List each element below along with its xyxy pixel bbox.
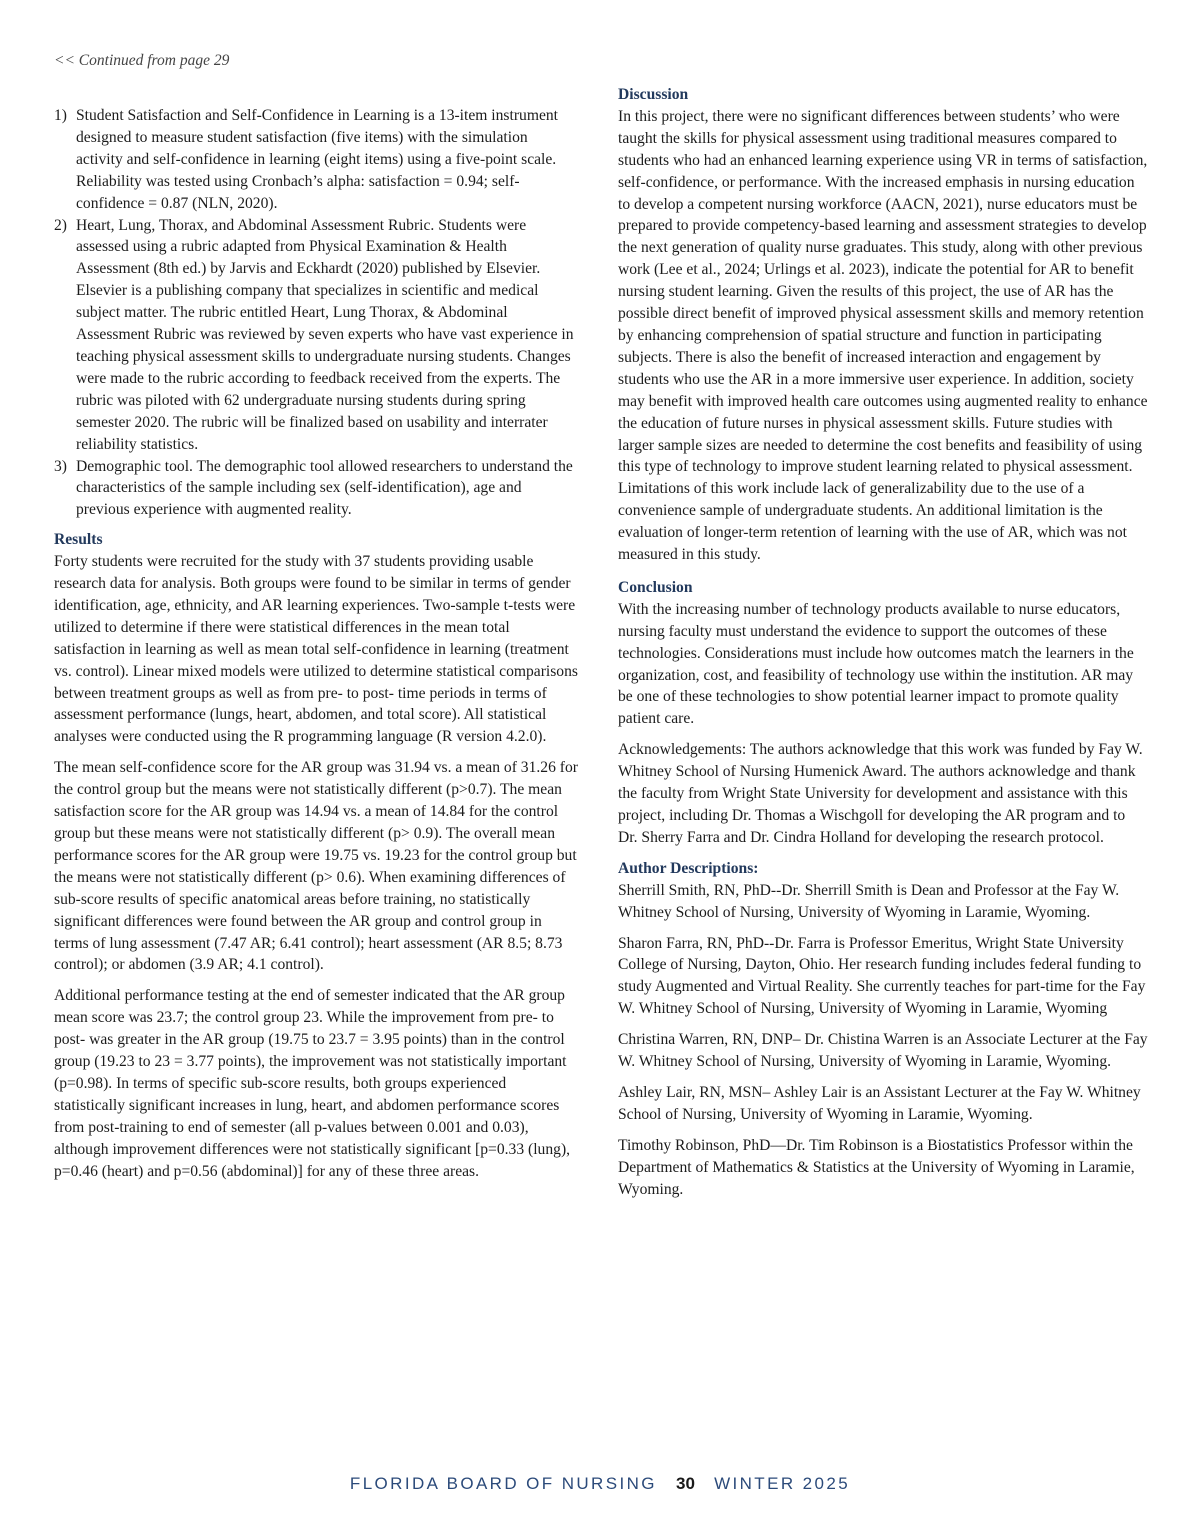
- list-item-text: Student Satisfaction and Self-Confidence in Learning is a 13-item instrument designed to measure student satisfaction (five items) with the simulation activity and self-confidence in learning (eight items) using a five-point scale. Reliability was tested using Cronbach’s alpha: satisfaction = 0.94; self-confidence = 0.87 (NLN, 2020).: [76, 107, 558, 212]
- results-paragraph: The mean self-confidence score for the AR group was 31.94 vs. a mean of 31.26 for the control group but the means were not statistically different (p>0.7). The mean satisfaction score for the AR group was 14.94 vs. a mean of 14.84 for the control group but these means were not statistically different (p> 0.9). The overall mean performance scores for the AR group were 19.75 vs. 19.23 for the control group but the means were not statistically different (p> 0.6). When examining differences of sub-score results of specific anatomical areas before training, no statistically significant differences were found between the AR group and control group in terms of lung assessment (7.47 AR; 6.41 control); heart assessment (AR 8.5; 8.73 control); or abdomen (3.9 AR; 4.1 control).: [54, 759, 578, 974]
- author-description: Sherrill Smith, RN, PhD--Dr. Sherrill Smith is Dean and Professor at the Fay W. Whitney School of Nursing, University of Wyoming in Laramie, Wyoming.: [618, 881, 1120, 921]
- author-descriptions-heading: Author Descriptions:: [618, 859, 759, 877]
- discussion-heading: Discussion: [618, 86, 689, 103]
- measures-list: [54, 105, 578, 521]
- list-item-text: Heart, Lung, Thorax, and Abdominal Assessment Rubric. Students were assessed using a rubric adapted from Physical Examination & Health Assessment (8th ed.) by Jarvis and Eckhardt (2020) published by Elsevier. Elsevier is a publishing company that specializes in scientific and medical subject matter. The rubric entitled Heart, Lung Thorax, & Abdominal Assessment Rubric was reviewed by seven experts who have vast experience in teaching physical assessment skills to undergraduate nursing students. Changes were made to the rubric according to feedback received from the experts. The rubric was piloted with 62 undergraduate nursing students during spring semester 2020. The rubric will be finalized based on usability and interrater reliability statistics.: [76, 216, 574, 453]
- author-description: Ashley Lair, RN, MSN– Ashley Lair is an Assistant Lecturer at the Fay W. Whitney School of Nursing, University of Wyoming in Laramie, Wyoming.: [618, 1083, 1141, 1123]
- left-column: [54, 84, 578, 1192]
- conclusion-paragraph: With the increasing number of technology products available to nurse educators, nursing faculty must understand the evidence to support the outcomes of these technologies. Considerations must include how outcomes match the learners in the organization, cost, and feasibility of technology use within the institution. AR may be one of these technologies to show potential learner impact to promote quality patient care.: [618, 600, 1134, 728]
- page-footer: [0, 1474, 1200, 1494]
- results-heading: Results: [54, 531, 103, 549]
- discussion-paragraph: In this project, there were no significant differences between students’ who were taught the skills for physical assessment using traditional measures compared to students who had an enhanced learning experience using VR in terms of satisfaction, self-confidence, or performance. With the increased emphasis in nursing education to develop a competent nursing workforce (AACN, 2021), nurse educators must be prepared to provide competency-based learning and assessment strategies to develop the next generation of quality nurse graduates. This study, along with other previous work (Lee et al., 2024; Urlings et al. 2023), indicate the potential for AR to benefit nursing student learning. Given the results of this project, the use of AR has the possible direct benefit of improved physical assessment skills and memory retention by enhancing comprehension of spatial structure and function in participating subjects. There is also the benefit of increased interaction and engagement by students who use the AR in a more immersive user experience. In addition, society may benefit with improved health care outcomes using augmented reality to enhance the education of future nurses in physical assessment skills. Future studies with larger sample sizes are needed to determine the cost benefits and feasibility of using this type of technology to improve student learning related to physical assessment. Limitations of this work include lack of generalizability due to the use of a convenience sample of undergraduate students. An additional limitation is the evaluation of longer-term retention of learning with the use of AR, which was not measured in this study.: [618, 107, 1148, 564]
- publication-name: FLORIDA BOARD OF NURSING: [349, 1474, 657, 1493]
- list-number: 3): [54, 457, 67, 475]
- list-number: 1): [54, 107, 67, 124]
- continued-note: << Continued from page 29: [54, 52, 230, 69]
- list-item: [54, 456, 578, 522]
- acknowledgements-paragraph: Acknowledgements: The authors acknowledge that this work was funded by Fay W. Whitney School of Nursing Humenick Award. The authors acknowledge and thank the faculty from Wright State University for development and assistance with this project, including Dr. Thomas a Wischgoll for developing the AR program and to Dr. Sherry Farra and Dr. Cindra Holland for developing the research protocol.: [618, 741, 1143, 846]
- list-item: [54, 215, 578, 456]
- page-number: 30: [676, 1474, 695, 1493]
- issue-label: WINTER 2025: [714, 1474, 851, 1493]
- author-description: Christina Warren, RN, DNP– Dr. Chistina Warren is an Associate Lecturer at the Fay W. Whitney School of Nursing, University of Wyoming in Laramie, Wyoming.: [618, 1031, 1148, 1071]
- list-number: 2): [54, 216, 67, 234]
- author-description: Timothy Robinson, PhD—Dr. Tim Robinson is a Biostatistics Professor within the Department of Mathematics & Statistics at the University of Wyoming in Laramie, Wyoming.: [618, 1136, 1135, 1198]
- list-item-text: Demographic tool. The demographic tool allowed researchers to understand the characteristics of the sample including sex (self-identification), age and previous experience with augmented reality.: [76, 457, 573, 519]
- list-item: [54, 105, 578, 215]
- conclusion-heading: Conclusion: [618, 578, 693, 596]
- results-paragraph: Forty students were recruited for the study with 37 students providing usable research data for analysis. Both groups were found to be similar in terms of gender identification, age, ethnicity, and AR learning experiences. Two-sample t-tests were utilized to determine if there were statistical differences in the mean total satisfaction in learning as well as mean total self-confidence in learning (treatment vs. control). Linear mixed models were utilized to determine statistical comparisons between treatment groups as well as from pre- to post- time periods in terms of assessment performance (lungs, heart, abdomen, and total score). All statistical analyses were conducted using the R programming language (R version 4.2.0).: [54, 553, 578, 746]
- right-column: [618, 84, 1148, 1210]
- author-description: Sharon Farra, RN, PhD--Dr. Farra is Professor Emeritus, Wright State University College of Nursing, Dayton, Ohio. Her research funding includes federal funding to study Augmented and Virtual Reality. She currently teaches for part-time for the Fay W. Whitney School of Nursing, University of Wyoming in Laramie, Wyoming: [618, 934, 1146, 1018]
- results-paragraph: Additional performance testing at the end of semester indicated that the AR group mean score was 23.7; the control group 23. While the improvement from pre- to post- was greater in the AR group (19.75 to 23.7 = 3.95 points) than in the control group (19.23 to 23 = 3.77 points), the improvement was not statistically important (p=0.98). In terms of specific sub-score results, both groups experienced statistically significant increases in lung, heart, and abdomen performance scores from post-training to end of semester (all p-values between 0.001 and 0.03), although improvement differences were not statistically significant [p=0.33 (lung), p=0.46 (heart) and p=0.56 (abdominal)] for any of these three areas.: [54, 987, 571, 1180]
